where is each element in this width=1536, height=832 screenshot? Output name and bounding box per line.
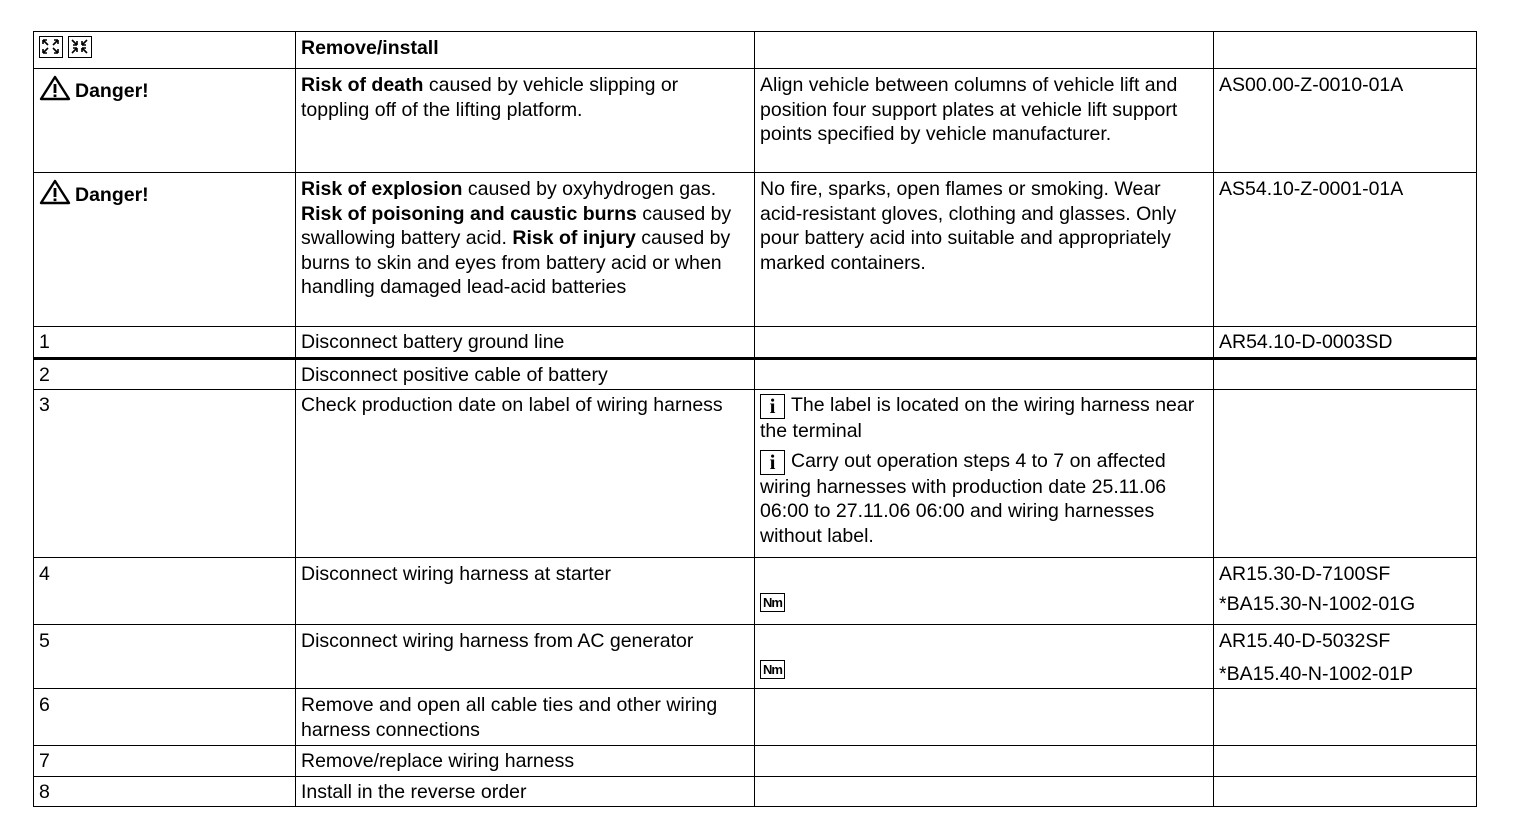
step-row — [34, 327, 1477, 359]
step-row — [34, 776, 1477, 807]
info-note — [760, 393, 1208, 444]
step-number: 5 — [34, 625, 296, 689]
step-note-cell — [755, 776, 1214, 807]
step-text: Remove and open all cable ties and other wiring harness connections — [296, 689, 755, 746]
info-icon: i — [760, 450, 785, 475]
procedure-table — [33, 31, 1477, 807]
step-row — [34, 746, 1477, 777]
step-row — [34, 358, 1477, 390]
step-text: Disconnect positive cable of battery — [296, 358, 755, 390]
step-text: Disconnect wiring harness at starter — [296, 558, 755, 625]
step-note-cell — [755, 625, 1214, 689]
step-ref-torque: *BA15.40-N-1002-01P — [1219, 662, 1414, 685]
danger-text-part: caused by vehicle slipping or toppling off of the lifting platform. — [301, 74, 679, 121]
step-number: 3 — [34, 390, 296, 558]
step-ref-cell — [1214, 358, 1477, 390]
danger-text — [296, 173, 755, 327]
step-ref-cell — [1214, 746, 1477, 777]
danger-ref: AS00.00-Z-0010-01A — [1214, 69, 1477, 173]
danger-label: Danger! — [75, 184, 149, 206]
info-note-text: Carry out operation steps 4 to 7 on affected wiring harnesses with production date 25.11.06 06:00 to 27.11.06 06:00 and wiring harnesses without label. — [760, 449, 1167, 547]
step-number: 8 — [34, 776, 296, 807]
step-ref-torque: *BA15.30-N-1002-01G — [1219, 592, 1416, 615]
step-note-cell — [755, 327, 1214, 359]
remove-icon — [39, 36, 63, 58]
step-note-cell — [755, 746, 1214, 777]
step-number: 4 — [34, 558, 296, 625]
step-ref-cell — [1214, 689, 1477, 746]
danger-text-part: Risk of injury — [512, 227, 636, 249]
danger-row — [34, 173, 1477, 327]
step-note-cell — [755, 689, 1214, 746]
danger-label-cell — [34, 173, 296, 327]
step-text: Disconnect battery ground line — [296, 327, 755, 359]
step-ref-cell — [1214, 776, 1477, 807]
step-ref: AR15.40-D-5032SF — [1219, 630, 1391, 652]
torque-nm-icon: Nm — [760, 660, 785, 679]
danger-label: Danger! — [75, 80, 149, 102]
danger-measure: No fire, sparks, open flames or smoking. Wear acid-resistant gloves, clothing and glasses. Only pour battery acid into suitable and appropriately marked containers. — [755, 173, 1214, 327]
step-row — [34, 625, 1477, 689]
warning-triangle-icon — [39, 179, 71, 212]
torque-nm-icon: Nm — [760, 593, 785, 612]
step-ref: AR54.10-D-0003SD — [1214, 327, 1477, 359]
danger-text-part: caused by oxyhydrogen gas. — [462, 178, 717, 200]
step-number: 7 — [34, 746, 296, 777]
step-text: Disconnect wiring harness from AC generator — [296, 625, 755, 689]
step-text: Check production date on label of wiring harness — [296, 390, 755, 558]
step-ref-cell — [1214, 558, 1477, 625]
danger-ref: AS54.10-Z-0001-01A — [1214, 173, 1477, 327]
info-icon: i — [760, 394, 785, 419]
danger-text-part: caused by swallowing battery acid. — [301, 202, 732, 249]
header-empty-cell — [1214, 32, 1477, 69]
header-empty-cell — [755, 32, 1214, 69]
danger-text-part: caused by burns to skin and eyes from battery acid or when handling damaged lead-acid batteries — [301, 227, 731, 298]
step-ref-cell — [1214, 390, 1477, 558]
step-ref-cell — [1214, 625, 1477, 689]
step-row — [34, 689, 1477, 746]
danger-text-part: Risk of explosion — [301, 178, 463, 200]
step-ref: AR15.30-D-7100SF — [1219, 563, 1391, 585]
header-title: Remove/install — [296, 32, 755, 69]
info-note — [760, 449, 1208, 549]
step-row — [34, 390, 1477, 558]
step-note-cell — [755, 358, 1214, 390]
header-row — [34, 32, 1477, 69]
step-note-cell — [755, 558, 1214, 625]
danger-text-part: Risk of death — [301, 74, 424, 96]
warning-triangle-icon — [39, 75, 71, 108]
step-number: 1 — [34, 327, 296, 359]
danger-row — [34, 69, 1477, 173]
step-row — [34, 558, 1477, 625]
step-number: 6 — [34, 689, 296, 746]
danger-text — [296, 69, 755, 173]
step-text: Install in the reverse order — [296, 776, 755, 807]
step-number: 2 — [34, 358, 296, 390]
step-note-cell — [755, 390, 1214, 558]
install-icon — [68, 36, 92, 58]
step-text: Remove/replace wiring harness — [296, 746, 755, 777]
danger-label-cell — [34, 69, 296, 173]
info-note-text: The label is located on the wiring harness near the terminal — [760, 394, 1195, 442]
danger-measure: Align vehicle between columns of vehicle lift and position four support plates at vehicle lift support points specified by vehicle manufacturer. — [755, 69, 1214, 173]
mode-icons-cell — [34, 32, 296, 69]
danger-text-part: Risk of poisoning and caustic burns — [301, 202, 637, 225]
